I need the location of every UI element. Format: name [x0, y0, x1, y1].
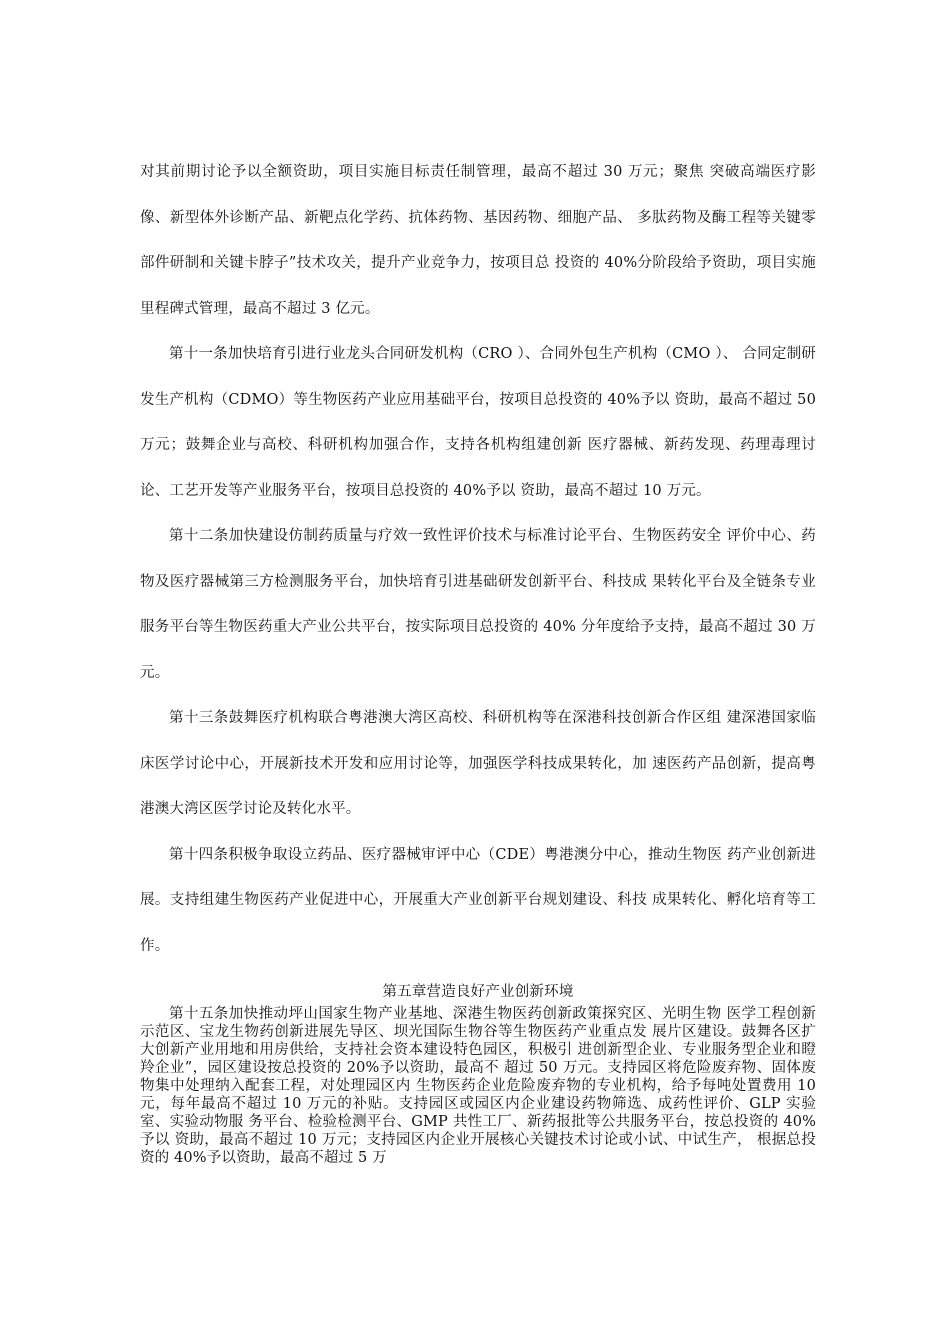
paragraph-article-13: 第十三条鼓舞医疗机构联合粤港澳大湾区高校、科研机构等在深港科技创新合作区组 建深港国家临床医学讨论中心，开展新技术开发和应用讨论等，加强医学科技成果转化，加 速医药产品创新，提高粤港澳大湾区医学讨论及转化水平。: [140, 710, 816, 817]
paragraph-article-12: 第十二条加快建设仿制药质量与疗效一致性评价技术与标准讨论平台、生物医药安全 评价中心、药物及医疗器械第三方检测服务平台，加快培育引进基础研发创新平台、科技成 果转化平台及全链条专业服务平台等生物医药重大产业公共平台，按实际项目总投资的 40% 分年度给予支持，最高不超过 30 万元。: [140, 528, 816, 681]
paragraph-continuation: 对其前期讨论予以全额资助，项目实施目标责任制管理，最高不超过 30 万元；聚焦 突破高端医疗影像、新型体外诊断产品、新靶点化学药、抗体药物、基因药物、细胞产品、 多肽药物及酶工程等关键零部件研制和关键卡脖子”技术攻关，提升产业竞争力，按项目总 投资的 40%分阶段给予资助，项目实施里程碑式管理，最高不超过 3 亿元。: [140, 164, 816, 317]
paragraph-article-14: 第十四条积极争取设立药品、医疗器械审评中心（CDE）粤港澳分中心，推动生物医 药产业创新进展。支持组建生物医药产业促进中心，开展重大产业创新平台规划建设、科技 成果转化、孵化培育等工作。: [140, 846, 816, 954]
paragraph-article-11: 第十一条加快培育引进行业龙头合同研发机构（CRO ）、合同外包生产机构（CMO ）、 合同定制研发生产机构（CDMO）等生物医药产业应用基础平台，按项目总投资的 40%予以 资助，最高不超过 50 万元；鼓舞企业与高校、科研机构加强合作，支持各机构组建创新 医疗器械、新药发现、药理毒理讨论、工艺开发等产业服务平台，按项目总投资的 40%予以 资助，最高不超过 10 万元。: [140, 346, 816, 499]
paragraph-article-15: 第十五条加快推动坪山国家生物产业基地、深港生物医药创新政策探究区、光明生物 医学工程创新示范区、宝龙生物药创新进展先导区、坝光国际生物谷等生物医药产业重点发 展片区建设。鼓舞各区扩大创新产业用地和用房供给，支持社会资本建设特色园区，积极引 进创新型企业、专业服务型企业和瞪羚企业”，园区建设按总投资的 20%予以资助，最高不 超过 50 万元。支持园区将危险废弃物、固体废物集中处理纳入配套工程，对处理园区内 生物医药企业危险废弃物的专业机构，给予每吨处置费用 10 元，每年最高不超过 10 万元的补贴。支持园区或园区内企业建设药物筛选、成药性评价、GLP 实验室、实验动物服 务平台、检验检测平台、GMP 共性工厂、新药报批等公共服务平台，按总投资的 40%予以 资助，最高不超过 10 万元；支持园区内企业开展核心关键技术讨论或小试、中试生产， 根据总投资的 40%予以资助，最高不超过 5 万: [140, 1006, 816, 1166]
spaced-section: [140, 150, 816, 969]
document-page: [140, 150, 816, 1167]
chapter-title: 第五章营造良好产业创新环境: [382, 984, 574, 1000]
